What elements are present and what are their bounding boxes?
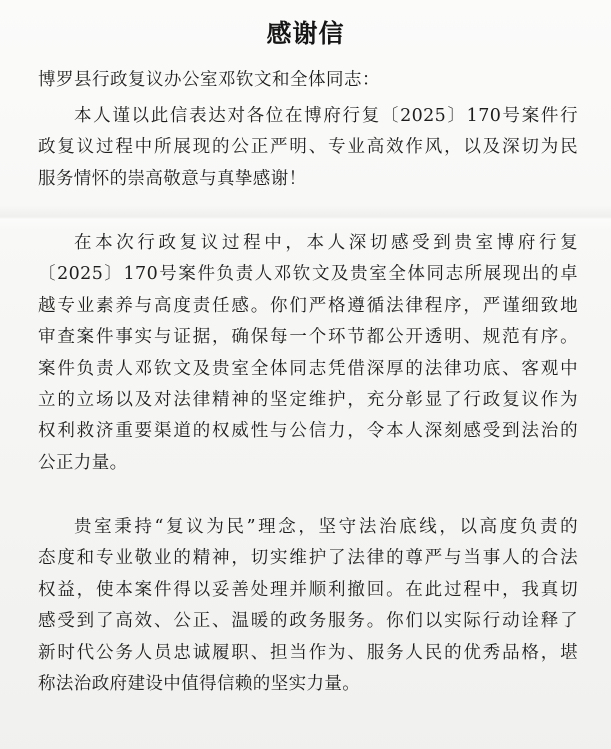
text-line: 感受到了高效、公正、温暖的政务服务。你们以实际行动诠释了: [38, 611, 578, 632]
text-line: 公正力量。: [38, 452, 128, 473]
text-line: 案件负责人邓钦文及贵室全体同志凭借深厚的法律功底、客观中: [38, 358, 578, 379]
text-line: 权益，使本案件得以妥善处理并顺利撤回。在此过程中，我真切: [38, 579, 578, 600]
letter-salutation: 博罗县行政复议办公室邓钦文和全体同志：: [38, 70, 380, 90]
text-line: 态度和专业敬业的精神，切实维护了法律的尊严与当事人的合法: [38, 548, 578, 569]
text-line: 服务情怀的崇高敬意与真挚感谢！: [38, 168, 307, 189]
text-line: 在本次行政复议过程中，本人深切感受到贵室博府行复: [74, 233, 578, 253]
paragraph-3: [38, 512, 578, 700]
text-line: 贵室秉持“复议为民”理念，坚守法治底线，以高度负责的: [74, 517, 578, 537]
letter-title: 感谢信: [266, 19, 345, 48]
text-line: 政复议过程中所展现的公正严明、专业高效作风，以及深切为民: [38, 137, 578, 158]
paragraph-2: [38, 228, 578, 479]
text-line: 本人谨以此信表达对各位在博府行复〔2025〕170号案件行: [74, 106, 578, 126]
text-line: 〔2025〕170号案件负责人邓钦文及贵室全体同志所展现出的卓: [38, 264, 578, 285]
text-line: 称法治政府建设中值得信赖的坚实力量。: [38, 674, 361, 695]
text-line: 新时代公务人员忠诚履职、担当作为、服务人民的优秀品格，堪: [38, 642, 578, 663]
text-line: 审查案件事实与证据，确保每一个环节都公开透明、规范有序。: [38, 327, 578, 348]
text-line: 权利救济重要渠道的权威性与公信力，令本人深刻感受到法治的: [38, 421, 578, 442]
text-line: 越专业素养与高度责任感。你们严格遵循法律程序，严谨细致地: [38, 295, 578, 316]
text-line: 立的立场以及对法律精神的坚定维护，充分彰显了行政复议作为: [38, 390, 578, 411]
paragraph-1: [38, 101, 578, 195]
